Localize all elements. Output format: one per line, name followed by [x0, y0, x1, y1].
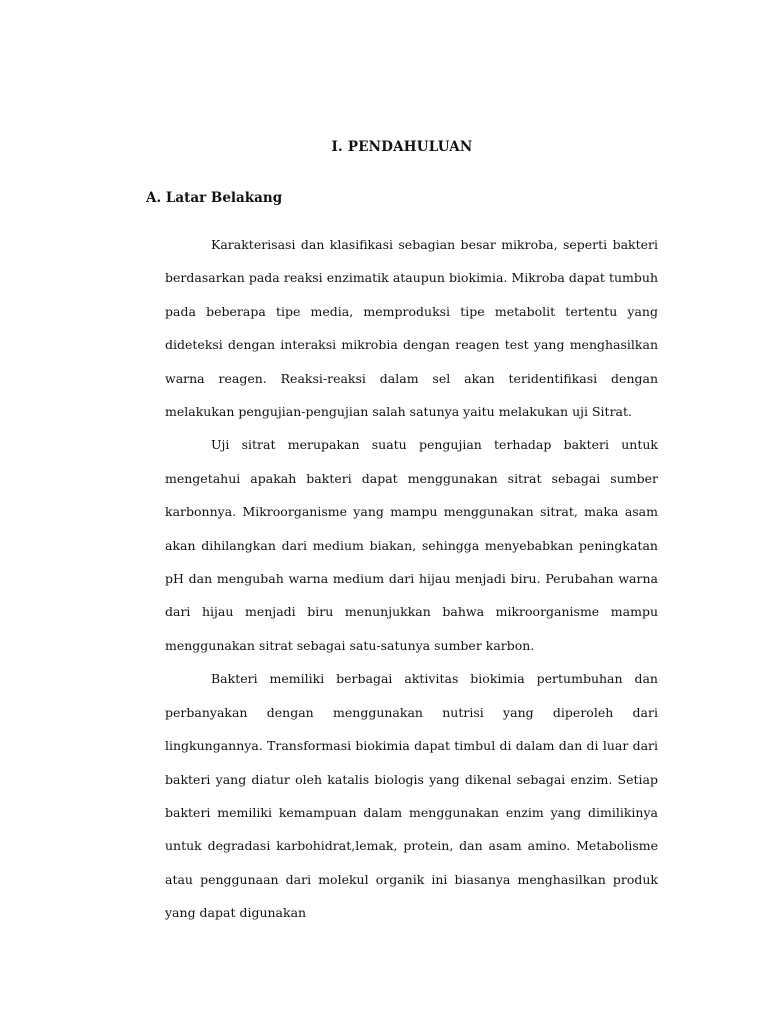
section-heading: A. Latar Belakang: [146, 190, 283, 206]
paragraph-2: Uji sitrat merupakan suatu pengujian terhadap bakteri untuk mengetahui apakah bakteri dapat menggunakan sitrat sebagai sumber karbonnya. Mikroorganisme yang mampu menggunakan sitrat, maka asam akan dihilangkan dari medium biakan, sehingga menyebabkan peningkatan pH dan mengubah warna medium dari hijau menjadi biru. Perubahan warna dari hijau menjadi biru menunjukkan bahwa mikroorganisme mampu menggunakan sitrat sebagai satu-satunya sumber karbon.: [165, 437, 658, 653]
paragraph-1: Karakterisasi dan klasifikasi sebagian besar mikroba, seperti bakteri berdasarkan pada reaksi enzimatik ataupun biokimia. Mikroba dapat tumbuh pada beberapa tipe media, memproduksi tipe metabolit tertentu yang dideteksi dengan interaksi mikrobia dengan reagen test yang menghasilkan warna reagen. Reaksi-reaksi dalam sel akan teridentifikasi dengan melakukan pengujian-pengujian salah satunya yaitu melakukan uji Sitrat.: [165, 237, 658, 420]
paragraph-3: Bakteri memiliki berbagai aktivitas biokimia pertumbuhan dan perbanyakan dengan menggunakan nutrisi yang diperoleh dari lingkungannya. Transformasi biokimia dapat timbul di dalam dan di luar dari bakteri yang diatur oleh katalis biologis yang dikenal sebagai enzim. Setiap bakteri memiliki kemampuan dalam menggunakan enzim yang dimilikinya untuk degradasi karbohidrat,lemak, protein, dan asam amino. Metabolisme atau penggunaan dari molekul organik ini biasanya menghasilkan produk yang dapat digunakan: [165, 671, 658, 921]
body-text: [165, 228, 658, 930]
chapter-title: I. PENDAHULUAN: [331, 139, 473, 155]
